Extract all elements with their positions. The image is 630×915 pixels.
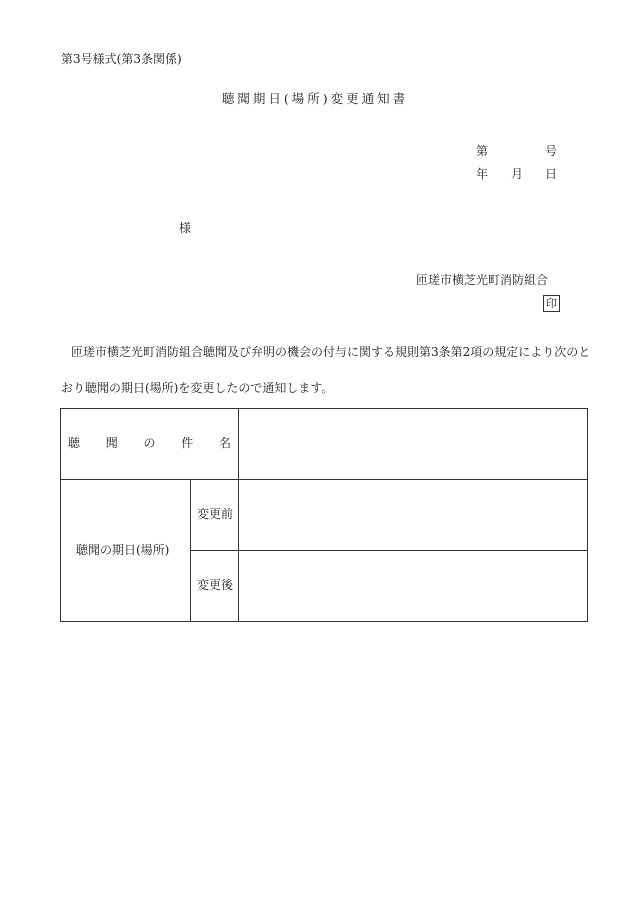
- table-border-bottom: [60, 621, 588, 622]
- case-name-char: 聴: [68, 436, 81, 450]
- table-label-column-divider: [238, 408, 239, 622]
- case-name-char: 名: [218, 436, 231, 450]
- case-name-char: 聞: [105, 436, 118, 450]
- addressee-suffix: 様: [179, 221, 192, 235]
- case-name-label: [68, 437, 231, 449]
- table-border-right: [587, 408, 588, 622]
- sender-name: 匝瑳市横芝光町消防組合: [416, 273, 549, 287]
- case-name-char: の: [143, 436, 156, 450]
- date-month-label: 月: [511, 167, 524, 181]
- body-text-line-1: 匝瑳市横芝光町消防組合聴聞及び弁明の機会の付与に関する規則第3条第2項の規定により次のと: [71, 345, 591, 359]
- body-text-line-2: おり聴聞の期日(場所)を変更したので通知します。: [61, 381, 334, 395]
- case-name-char: 件: [181, 436, 194, 450]
- before-change-label: 変更前: [197, 507, 234, 521]
- document-number-prefix: 第: [476, 144, 489, 158]
- table-period-column-divider: [190, 479, 191, 622]
- hearing-period-label: 聴聞の期日(場所): [76, 543, 170, 557]
- date-year-label: 年: [476, 167, 489, 181]
- after-change-label: 変更後: [197, 578, 234, 592]
- document-number-suffix: 号: [545, 144, 558, 158]
- table-border-left: [60, 408, 61, 622]
- date-day-label: 日: [545, 167, 558, 181]
- table-border-top: [60, 408, 588, 409]
- seal-mark: 印: [543, 295, 560, 312]
- table-subrow-divider: [190, 550, 588, 551]
- form-number: 第3号様式(第3条関係): [61, 52, 182, 66]
- table-row-divider: [60, 479, 588, 480]
- document-title: 聴聞期日(場所)変更通知書: [221, 91, 409, 106]
